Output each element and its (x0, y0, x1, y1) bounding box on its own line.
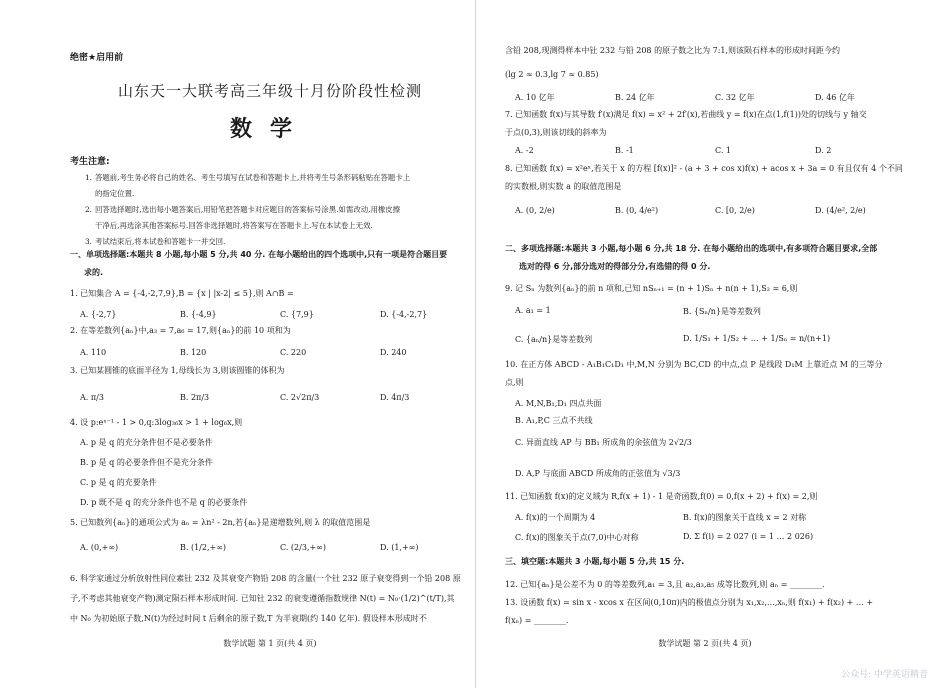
notice-list (70, 170, 470, 250)
question-6-line-3: 中 N₀ 为初始原子数,N(t)为经过时间 t 后剩余的原子数,T 为半衰期(约 140 亿年). 假设样本形成时不 (70, 614, 427, 623)
option-d[interactable]: D. {-4,-2,7} (380, 310, 428, 319)
question-2: 2. 在等差数列{aₙ}中,a₃ = 7,a₆ = 17,则{aₙ}的前 10 项和为 (70, 326, 291, 335)
option-b[interactable]: B. {-4,9} (180, 310, 217, 319)
question-6-line-1: 6. 科学家通过分析放射性同位素钍 232 及其衰变产物铅 208 的含量(一个钍 232 原子衰变得到一个铅 208 原 (70, 574, 461, 583)
exam-title: 山东天一大联考高三年级十月份阶段性检测 (117, 82, 422, 100)
option-d[interactable]: D. 46 亿年 (815, 93, 855, 102)
option-c[interactable]: C. 220 (280, 348, 307, 357)
option-c[interactable]: C. 2√2π/3 (280, 393, 320, 402)
question-4: 4. 设 p:eˣ⁻¹ - 1 > 0,q:3log₃₆x > 1 + log₆x,则 (70, 418, 243, 427)
notice-item: 1. 答题前,考生务必将自己的姓名、考生号填写在试卷和答题卡上,并将考生号条形码粘贴在答题卡上 的指定位置. (84, 173, 411, 198)
section-fill-blank-header: 三、填空题:本题共 3 小题,每小题 5 分,共 15 分. (505, 557, 685, 566)
confidential-mark: 绝密★启用前 (70, 53, 124, 63)
question-5-options (70, 543, 470, 557)
option-a[interactable]: A. p 是 q 的充分条件但不是必要条件 (80, 438, 213, 447)
option-c[interactable]: C. f(x)的图象关于点(7,0)中心对称 (515, 533, 639, 542)
question-1: 1. 已知集合 A = {-4,-2,7,9},B = {x | |x-2| ≤ 5},则 A∩B = (70, 289, 294, 298)
question-7-options (505, 146, 905, 160)
option-d[interactable]: D. (4/e², 2/e) (815, 206, 866, 215)
option-a[interactable]: A. 110 (80, 348, 107, 357)
option-a[interactable]: A. π/3 (80, 393, 104, 402)
notice-heading: 考生注意: (70, 157, 110, 167)
notice-item: 2. 回答选择题时,选出每小题答案后,用铅笔把答题卡对应题目的答案标号涂黑.如需改动,用橡皮擦 干净后,再选涂其他答案标号.回答非选择题时,将答案写在答题卡上.写在本试卷上无效. (84, 205, 401, 230)
question-8-options (505, 206, 905, 220)
question-13-line-1: 13. 设函数 f(x) = sin x - xcos x 在区间(0,10π)内的极值点分别为 x₁,x₂,…,xₙ,则 f(x₁) + f(x₂) + … + (505, 598, 874, 607)
question-9-options-row-2 (505, 334, 905, 348)
question-11-options-row-1 (505, 512, 905, 526)
question-5: 5. 已知数列{aₙ}的通项公式为 aₙ = λn² - 2n,若{aₙ}是递增数列,则 λ 的取值范围是 (70, 518, 371, 527)
option-b[interactable]: B. 2π/3 (180, 393, 210, 402)
notice-item: 3. 考试结束后,将本试卷和答题卡一并交回. (84, 237, 226, 246)
question-6-options (505, 92, 905, 106)
option-a[interactable]: A. -2 (515, 146, 534, 155)
option-d[interactable]: D. A,P 与底面 ABCD 所成角的正弦值为 √3/3 (515, 469, 681, 478)
option-d[interactable]: D. 1/S₁ + 1/S₂ + … + 1/Sₙ = n/(n+1) (683, 334, 831, 343)
option-c[interactable]: C. {aₙ/n}是等差数列 (515, 335, 593, 344)
watermark: 公众号: 中学英语精音 (841, 670, 928, 680)
option-b[interactable]: B. {Sₙ/n}是等差数列 (683, 307, 761, 316)
option-a[interactable]: A. {-2,7} (80, 310, 117, 319)
question-7-line-2: 于点(0,3),则该切线的斜率为 (505, 128, 607, 137)
question-6-continued-line-1: 含铅 208,现测得样本中钍 232 与铅 208 的原子数之比为 7:1,则该陨石样本的形成时间距今约 (505, 46, 841, 55)
option-a[interactable]: A. f(x)的一个周期为 4 (515, 513, 596, 522)
subject-title: 数学 (229, 117, 310, 142)
option-d[interactable]: D. Σ f(i) = 2 027 (i = 1 … 2 026) (683, 532, 814, 541)
option-b[interactable]: B. (0, 4/e²) (615, 206, 659, 215)
question-8-line-2: 的实数根,则实数 a 的取值范围是 (505, 182, 622, 191)
question-6-line-2: 子,不考虑其他衰变产物)测定陨石样本形成时间. 已知钍 232 的衰变遵循指数规律 N(t) = N₀·(1/2)^(t/T),其 (70, 594, 455, 603)
question-11: 11. 已知函数 f(x)的定义域为 R,f(x + 1) - 1 是奇函数,f(0) = 0,f(x + 2) + f(x) = 2,则 (505, 492, 818, 501)
option-b[interactable]: B. p 是 q 的必要条件但不是充分条件 (80, 458, 213, 467)
question-2-options (70, 348, 470, 362)
option-b[interactable]: B. 24 亿年 (615, 93, 655, 102)
option-b[interactable]: B. (1/2,+∞) (180, 543, 226, 552)
option-b[interactable]: B. -1 (615, 146, 634, 155)
option-d[interactable]: D. 2 (815, 146, 832, 155)
option-c[interactable]: C. (2/3,+∞) (280, 543, 326, 552)
option-d[interactable]: D. (1,+∞) (380, 543, 419, 552)
question-12: 12. 已知{aₙ}是公差不为 0 的等差数列,a₁ = 3,且 a₂,a₃,a₅ 成等比数列,则 aₙ = ________. (505, 580, 825, 589)
option-a[interactable]: A. M,N,B₁,D₁ 四点共面 (515, 399, 602, 408)
option-a[interactable]: A. 10 亿年 (515, 93, 555, 102)
option-b[interactable]: B. f(x)的图象关于直线 x = 2 对称 (683, 513, 807, 522)
option-a[interactable]: A. a₁ = 1 (515, 306, 551, 315)
section-single-choice-header: 一、单项选择题:本题共 8 小题,每小题 5 分,共 40 分. 在每小题给出的四个选项中,只有一项是符合题目要 求的. (70, 250, 448, 277)
option-a[interactable]: A. (0, 2/e) (515, 206, 555, 215)
question-9: 9. 记 Sₙ 为数列{aₙ}的前 n 项和,已知 nSₙ₊₁ = (n + 1)Sₙ + n(n + 1),S₂ = 6,则 (505, 284, 798, 293)
section-multiple-choice-header: 二、多项选择题:本题共 3 小题,每小题 6 分,共 18 分. 在每小题给出的选项中,有多项符合题目要求,全部 选对的得 6 分,部分选对的得部分分,有选错的得 0 分. (505, 244, 878, 271)
question-10-line-2: 点,则 (505, 378, 524, 387)
question-9-options-row-1 (505, 306, 905, 320)
question-3: 3. 已知某圆锥的底面半径为 1,母线长为 3,则该圆锥的体积为 (70, 366, 285, 375)
question-8-line-1: 8. 已知函数 f(x) = x²eˣ,若关于 x 的方程 [f(x)]² - (a + 3 + cos x)f(x) + acos x + 3a = 0 有且仅有 4 个不同 (505, 164, 903, 173)
option-c[interactable]: C. p 是 q 的充要条件 (80, 478, 157, 487)
page-footer: 数学试题 第 1 页(共 4 页) (223, 639, 317, 648)
option-c[interactable]: C. 异面直线 AP 与 BB₁ 所成角的余弦值为 2√2/3 (515, 438, 692, 447)
question-3-options (70, 393, 470, 407)
option-a[interactable]: A. (0,+∞) (80, 543, 119, 552)
question-7-line-1: 7. 已知函数 f(x)与其导数 f′(x)满足 f(x) = x² + 2f′(x),若曲线 y = f(x)在点(1,f(1))处的切线与 y 轴交 (505, 110, 867, 119)
question-10-line-1: 10. 在正方体 ABCD - A₁B₁C₁D₁ 中,M,N 分别为 BC,CD 的中点,点 P 是线段 D₁M 上靠近点 M 的三等分 (505, 360, 883, 369)
question-11-options-row-2 (505, 532, 905, 546)
option-d[interactable]: D. 4π/3 (380, 393, 410, 402)
option-b[interactable]: B. 120 (180, 348, 207, 357)
option-d[interactable]: D. 240 (380, 348, 407, 357)
option-b[interactable]: B. A₁,P,C 三点不共线 (515, 416, 593, 425)
option-c[interactable]: C. 1 (715, 146, 732, 155)
option-d[interactable]: D. p 既不是 q 的充分条件也不是 q 的必要条件 (80, 498, 248, 507)
question-6-continued-line-2: (lg 2 ≈ 0.3,lg 7 ≈ 0.85) (505, 70, 599, 79)
option-c[interactable]: C. 32 亿年 (715, 93, 755, 102)
exam-page-1 (70, 0, 470, 688)
exam-page-2 (505, 0, 905, 688)
question-13-line-2: f(xₙ) = ________. (505, 616, 569, 625)
page-footer: 数学试题 第 2 页(共 4 页) (658, 639, 752, 648)
page-divider (475, 0, 476, 688)
option-c[interactable]: C. [0, 2/e) (715, 206, 755, 215)
option-c[interactable]: C. {7,9} (280, 310, 314, 319)
